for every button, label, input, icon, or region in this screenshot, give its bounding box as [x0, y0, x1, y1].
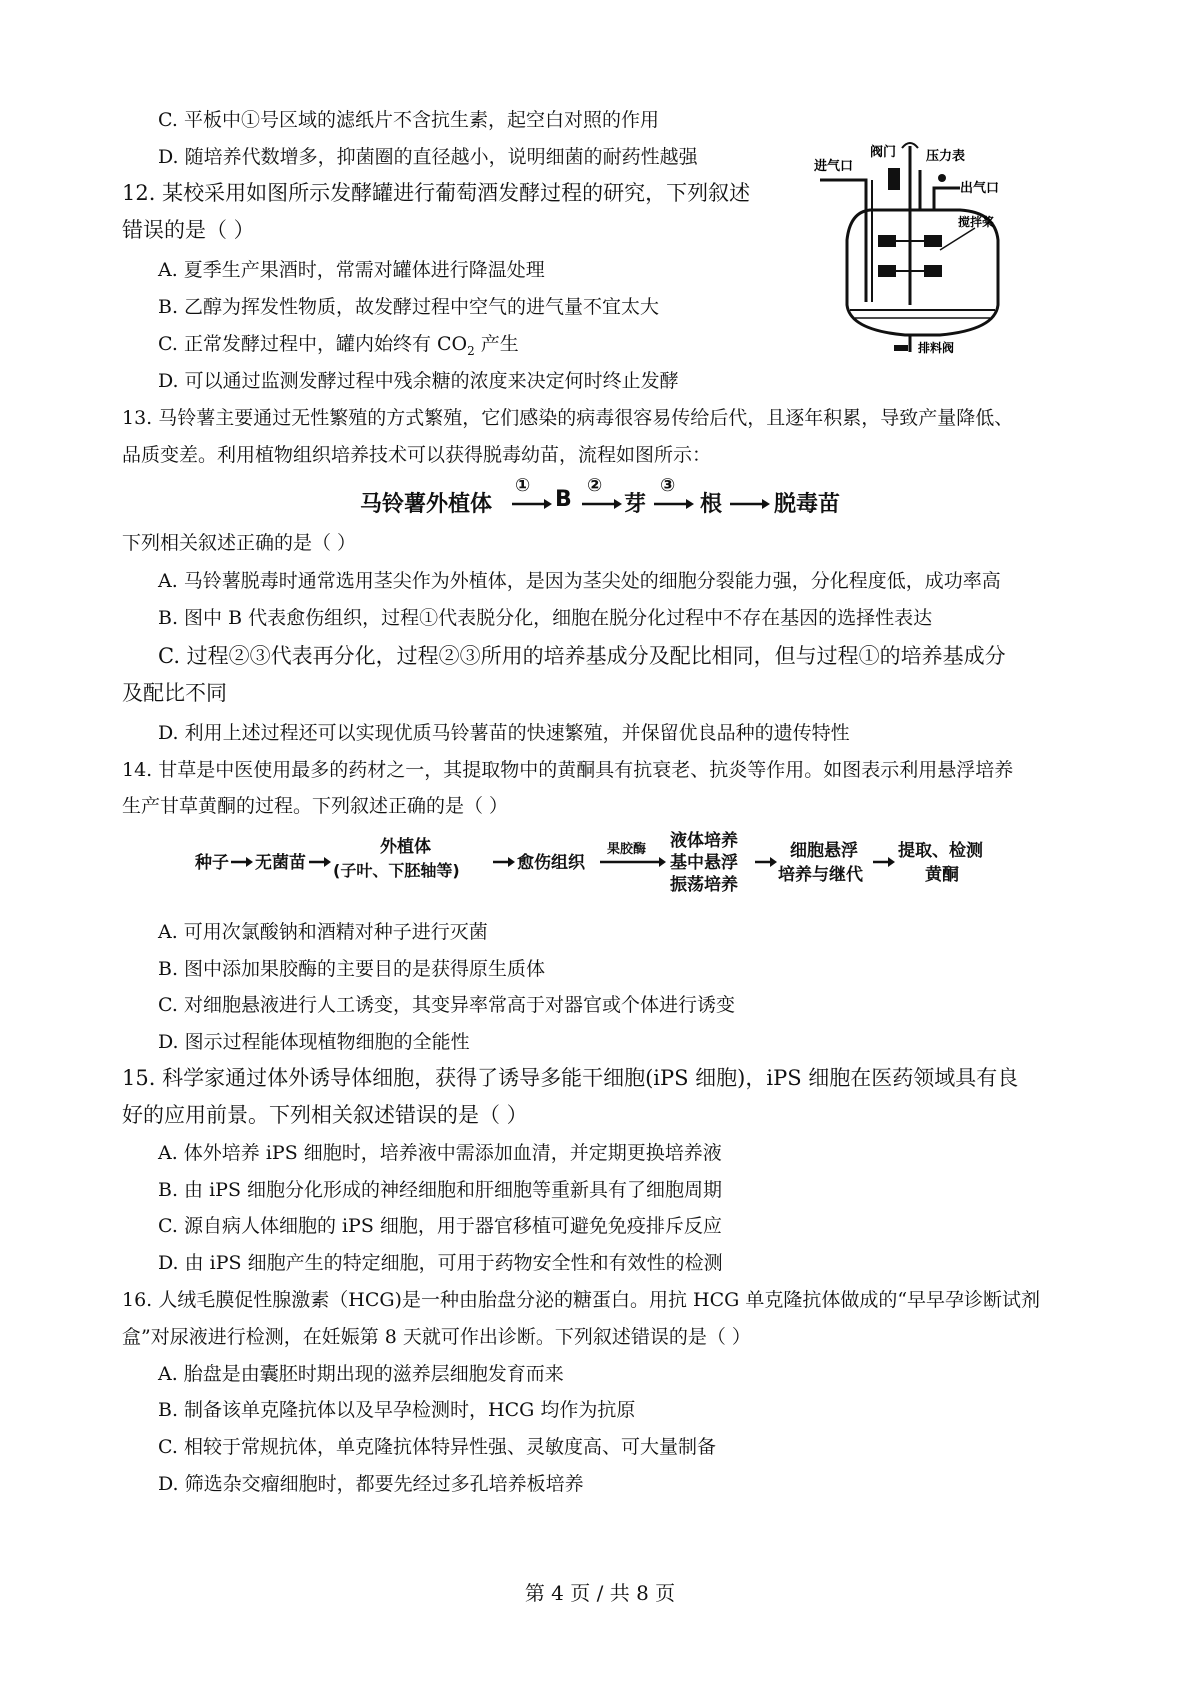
flow-extract-1: 提取、检测 [898, 841, 983, 861]
potato-flow-diagram [360, 475, 860, 521]
flow-b: B [555, 487, 572, 512]
arrow-icon [600, 857, 666, 867]
flow-root: 根 [700, 492, 723, 517]
q15-stem-line2: 好的应用前景。下列相关叙述错误的是（ ） [122, 1103, 528, 1127]
q14-option-d: D. 图示过程能体现植物细胞的全能性 [158, 1031, 470, 1053]
q16-stem-line1: 16. 人绒毛膜促性腺激素（HCG)是一种由胎盘分泌的糖蛋白。用抗 HCG 单克隆抗体做成的“早早孕诊断试剂 [122, 1289, 1041, 1311]
flow-pectinase: 果胶酶 [607, 842, 647, 857]
flow-explant-detail: (子叶、下胚轴等) [333, 861, 460, 880]
licorice-flow-diagram [195, 826, 1015, 906]
q16-option-b: B. 制备该单克隆抗体以及早孕检测时，HCG 均作为抗原 [158, 1399, 636, 1421]
q12-option-b: B. 乙醇为挥发性物质，故发酵过程中空气的进气量不宜太大 [158, 296, 660, 318]
fermenter-pressure-label: 压力表 [926, 149, 966, 164]
q15-stem-line1: 15. 科学家通过体外诱导体细胞，获得了诱导多能干细胞(iPS 细胞)，iPS 细胞在医药领域具有良 [122, 1066, 1019, 1090]
flow-step3: ③ [660, 475, 676, 496]
q14-stem-line1: 14. 甘草是中医使用最多的药材之一，其提取物中的黄酮具有抗衰老、抗炎等作用。如图表示利用悬浮培养 [122, 759, 1014, 781]
q16-option-a: A. 胎盘是由囊胚时期出现的滋养层细胞发育而来 [158, 1363, 564, 1385]
q16-option-d: D. 筛选杂交瘤细胞时，都要先经过多孔培养板培养 [158, 1473, 584, 1495]
q12-option-a: A. 夏季生产果酒时，常需对罐体进行降温处理 [158, 259, 545, 281]
flow-suspension-2: 培养与继代 [778, 865, 863, 885]
q15-option-b: B. 由 iPS 细胞分化形成的神经细胞和肝细胞等重新具有了细胞周期 [158, 1179, 722, 1201]
flow-explant: 马铃薯外植体 [360, 492, 493, 517]
q13-question: 下列相关叙述正确的是（ ） [122, 532, 357, 554]
fermenter-stirrer-label: 搅拌桨 [958, 215, 995, 229]
fermenter-valve-label: 阀门 [870, 145, 897, 160]
arrow-icon [582, 499, 622, 509]
flow-callus: 愈伤组织 [517, 853, 585, 873]
flow-extract-2: 黄酮 [925, 865, 959, 885]
arrow-icon [231, 857, 253, 867]
q14-option-c: C. 对细胞悬液进行人工诱变，其变异率常高于对器官或个体进行诱变 [158, 994, 735, 1016]
page-footer: 第 4 页 / 共 8 页 [524, 1581, 676, 1605]
flow-liquid-3: 振荡培养 [670, 875, 738, 895]
flow-explant: 外植体 [380, 837, 431, 857]
q14-option-a: A. 可用次氯酸钠和酒精对种子进行灭菌 [158, 921, 488, 943]
q14-option-b: B. 图中添加果胶酶的主要目的是获得原生质体 [158, 958, 546, 980]
flow-seed: 种子 [195, 853, 229, 873]
flow-virus-free: 脱毒苗 [774, 492, 841, 517]
q16-stem-line2: 盒”对尿液进行检测，在妊娠第 8 天就可作出诊断。下列叙述错误的是（ ） [122, 1326, 751, 1348]
q14-stem-line2: 生产甘草黄酮的过程。下列叙述正确的是（ ） [122, 795, 509, 817]
q13-option-b: B. 图中 B 代表愈伤组织，过程①代表脱分化，细胞在脱分化过程中不存在基因的选择性表达 [158, 607, 933, 629]
q12-option-c: C. 正常发酵过程中，罐内始终有 $CO_2$ 产生 [158, 333, 519, 358]
flow-step1: ① [515, 475, 531, 496]
flow-suspension-1: 细胞悬浮 [790, 841, 858, 861]
q13-option-c-line2: 及配比不同 [122, 681, 227, 705]
arrow-icon [493, 857, 515, 867]
fermenter-diagram [810, 140, 1030, 355]
q13-option-c-line1: C. 过程②③代表再分化，过程②③所用的培养基成分及配比相同，但与过程①的培养基成分 [158, 644, 1006, 668]
fermenter-inlet-label: 进气口 [814, 159, 854, 174]
arrow-icon [730, 499, 770, 509]
arrow-icon [309, 857, 331, 867]
q13-stem-line2: 品质变差。利用植物组织培养技术可以获得脱毒幼苗，流程如图所示： [122, 444, 712, 466]
q13-option-a: A. 马铃薯脱毒时通常选用茎尖作为外植体，是因为茎尖处的细胞分裂能力强，分化程度低，成功率高 [158, 570, 1001, 592]
flow-liquid-1: 液体培养 [670, 831, 738, 851]
fermenter-drain-label: 排料阀 [918, 341, 955, 355]
arrow-icon [873, 857, 895, 867]
flow-step2: ② [587, 475, 603, 496]
q15-option-d: D. 由 iPS 细胞产生的特定细胞，可用于药物安全性和有效性的检测 [158, 1252, 723, 1274]
q12-stem-line1: 12. 某校采用如图所示发酵罐进行葡萄酒发酵过程的研究，下列叙述 [122, 181, 751, 205]
flow-sterile-seedling: 无菌苗 [255, 853, 306, 873]
q13-stem-line1: 13. 马铃薯主要通过无性繁殖的方式繁殖，它们感染的病毒很容易传给后代，且逐年积累，导致产量降低、 [122, 407, 1014, 429]
arrow-icon [755, 857, 777, 867]
q11-option-d: D. 随培养代数增多，抑菌圈的直径越小，说明细菌的耐药性越强 [158, 146, 698, 168]
q12-stem-line2: 错误的是（ ） [122, 218, 255, 242]
fermenter-outlet-label: 出气口 [960, 181, 1000, 196]
q13-option-d: D. 利用上述过程还可以实现优质马铃薯苗的快速繁殖，并保留优良品种的遗传特性 [158, 722, 850, 744]
q15-option-c: C. 源自病人体细胞的 iPS 细胞，用于器官移植可避免免疫排斥反应 [158, 1215, 722, 1237]
flow-bud: 芽 [624, 492, 647, 517]
arrow-icon [512, 499, 552, 509]
q16-option-c: C. 相较于常规抗体，单克隆抗体特异性强、灵敏度高、可大量制备 [158, 1436, 716, 1458]
q11-option-c: C. 平板中①号区域的滤纸片不含抗生素，起空白对照的作用 [158, 109, 659, 131]
flow-liquid-2: 基中悬浮 [670, 853, 738, 873]
q12-option-d: D. 可以通过监测发酵过程中残余糖的浓度来决定何时终止发酵 [158, 370, 679, 392]
q15-option-a: A. 体外培养 iPS 细胞时，培养液中需添加血清，并定期更换培养液 [158, 1142, 722, 1164]
arrow-icon [654, 499, 694, 509]
